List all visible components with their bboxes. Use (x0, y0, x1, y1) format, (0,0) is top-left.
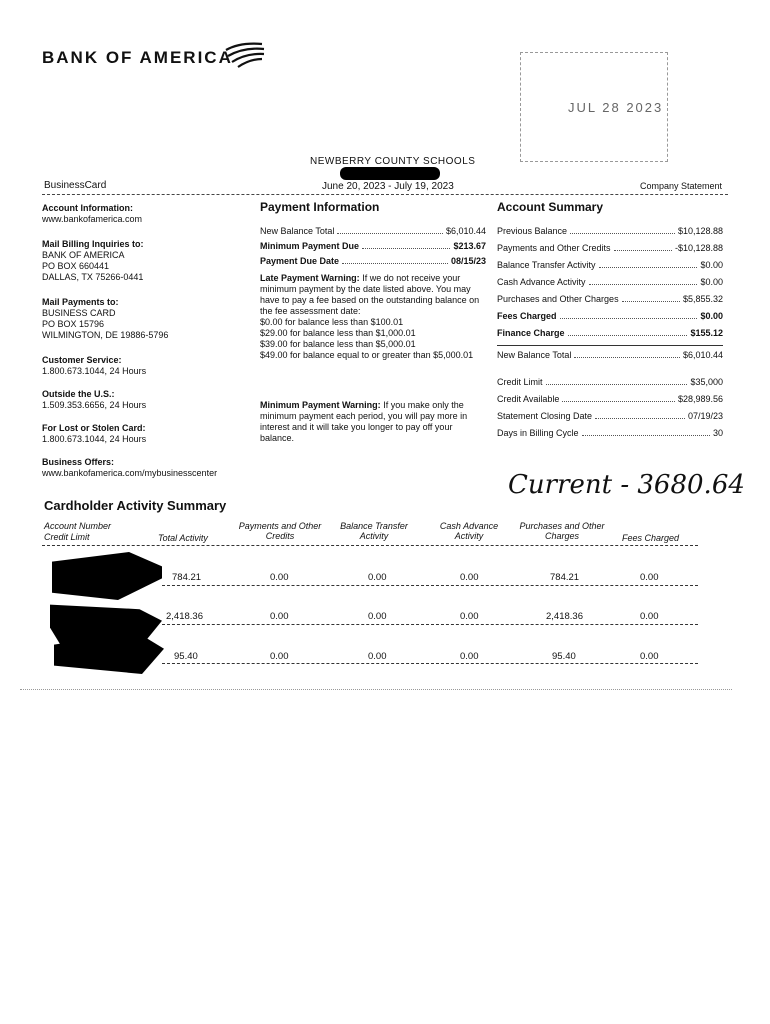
cell-payments: 0.00 (270, 572, 289, 583)
payment-row (260, 226, 486, 237)
header-rule (42, 194, 728, 195)
cell-cash: 0.00 (460, 611, 479, 622)
cell-cash: 0.00 (460, 651, 479, 662)
late-payment-text: If we do not receive your minimum payment by the date listed above. You may have to pay a fee based on the outstanding balance on the fee assessment date: (260, 273, 480, 316)
mail-billing-label: Mail Billing Inquiries to: (42, 239, 144, 249)
bank-flag-icon (222, 40, 266, 68)
payment-row-label: Payment Due Date (260, 256, 340, 266)
summary-row-label: Payments and Other Credits (497, 243, 611, 253)
payment-row (260, 241, 486, 252)
payment-row-value: 08/15/23 (450, 256, 486, 266)
card-type: BusinessCard (44, 180, 107, 191)
late-fee-line: $29.00 for balance less than $1,000.01 (260, 328, 416, 338)
payment-row-value: $213.67 (453, 241, 486, 251)
minimum-payment-label: Minimum Payment Warning: (260, 400, 381, 410)
summary-row-value: $28,989.56 (677, 394, 723, 404)
account-info-url: www.bankofamerica.com (42, 214, 143, 224)
outside-us-label: Outside the U.S.: (42, 389, 115, 399)
row-rule (162, 585, 698, 586)
summary-row (497, 294, 723, 305)
late-fee-line: $49.00 for balance equal to or greater than $5,000.01 (260, 350, 474, 360)
summary-row-label: New Balance Total (497, 350, 572, 360)
lost-stolen-label: For Lost or Stolen Card: (42, 423, 146, 433)
mail-billing-line: PO BOX 660441 (42, 261, 110, 271)
col-header-payments: Payments and Other Credits (238, 521, 322, 541)
summary-row-value: $35,000 (690, 377, 723, 387)
payment-row-value: $6,010.44 (445, 226, 486, 236)
company-name: NEWBERRY COUNTY SCHOOLS (310, 156, 476, 167)
summary-row (497, 394, 723, 405)
cell-payments: 0.00 (270, 651, 289, 662)
cell-purchases: 784.21 (550, 572, 580, 583)
summary-row-value: $5,855.32 (682, 294, 723, 304)
payment-info-title: Payment Information (260, 200, 380, 214)
mail-payments-line: PO BOX 15796 (42, 319, 105, 329)
business-offers-url: www.bankofamerica.com/mybusinesscenter (42, 468, 218, 478)
cell-fees: 0.00 (640, 651, 659, 662)
cell-payments: 0.00 (270, 611, 289, 622)
summary-row-label: Purchases and Other Charges (497, 294, 619, 304)
bank-logo-text: BANK OF AMERICA (42, 48, 233, 67)
summary-row-label: Previous Balance (497, 226, 568, 236)
cell-transfer: 0.00 (368, 572, 387, 583)
cell-fees: 0.00 (640, 611, 659, 622)
summary-row-label: Statement Closing Date (497, 411, 593, 421)
summary-row-label: Credit Available (497, 394, 560, 404)
summary-row (497, 411, 723, 422)
late-fee-line: $39.00 for balance less than $5,000.01 (260, 339, 416, 349)
summary-row-value: -$10,128.88 (674, 243, 723, 253)
summary-row-value: $155.12 (690, 328, 723, 338)
cell-cash: 0.00 (460, 572, 479, 583)
col-header-fees: Fees Charged (622, 533, 680, 543)
mail-billing-line: DALLAS, TX 75266-0441 (42, 272, 144, 282)
payment-row (260, 256, 486, 267)
activity-header-rule (42, 545, 698, 546)
cell-transfer: 0.00 (368, 651, 387, 662)
summary-row-value: $10,128.88 (677, 226, 723, 236)
mail-payments-line: BUSINESS CARD (42, 308, 116, 318)
col-header-account: Account Number (44, 521, 112, 531)
cell-total: 784.21 (172, 572, 202, 583)
summary-row-label: Fees Charged (497, 311, 557, 321)
summary-row-label: Days in Billing Cycle (497, 428, 579, 438)
summary-row-value: $6,010.44 (682, 350, 723, 360)
cell-total: 2,418.36 (166, 611, 203, 622)
cell-fees: 0.00 (640, 572, 659, 583)
redaction-bar (52, 552, 162, 600)
col-header-purchases: Purchases and Other Charges (519, 521, 605, 541)
col-header-cash: Cash Advance Activity (439, 521, 499, 541)
account-summary-title: Account Summary (497, 200, 604, 214)
mail-payments-line: WILMINGTON, DE 19886-5796 (42, 330, 169, 340)
summary-row-label: Balance Transfer Activity (497, 260, 596, 270)
outside-us-phone: 1.509.353.6656, 24 Hours (42, 400, 147, 410)
summary-row-value: 07/19/23 (687, 411, 723, 421)
col-header-limit: Credit Limit (44, 532, 90, 542)
activity-title: Cardholder Activity Summary (44, 498, 227, 513)
summary-row (497, 345, 723, 361)
customer-service-label: Customer Service: (42, 355, 122, 365)
handwritten-note: Current - 3680.64 (508, 470, 745, 500)
summary-row (497, 260, 723, 271)
cell-total: 95.40 (174, 651, 198, 662)
late-fee-line: $0.00 for balance less than $100.01 (260, 317, 404, 327)
statement-period: June 20, 2023 - July 19, 2023 (322, 181, 454, 192)
late-payment-label: Late Payment Warning: (260, 273, 360, 283)
summary-row-value: $0.00 (700, 277, 723, 287)
summary-row (497, 243, 723, 254)
summary-row (497, 311, 723, 322)
account-info-block (42, 203, 242, 479)
late-payment-warning (260, 273, 486, 317)
cell-purchases: 2,418.36 (546, 611, 583, 622)
cell-purchases: 95.40 (552, 651, 576, 662)
col-header-transfer: Balance Transfer Activity (340, 521, 408, 541)
summary-row-label: Credit Limit (497, 377, 543, 387)
credit-summary-rows (497, 377, 723, 439)
page-bottom-rule (20, 689, 732, 690)
payment-row-label: Minimum Payment Due (260, 241, 360, 251)
payment-rows (260, 226, 486, 361)
account-info-label: Account Information: (42, 203, 133, 213)
summary-row (497, 377, 723, 388)
summary-row-value: 30 (712, 428, 723, 438)
summary-row-value: $0.00 (700, 260, 723, 270)
mail-payments-label: Mail Payments to: (42, 297, 119, 307)
stamp-date: JUL 28 2023 (568, 100, 664, 115)
summary-row-value: $0.00 (700, 311, 723, 321)
summary-row (497, 428, 723, 439)
account-summary-rows (497, 226, 723, 361)
summary-row-label: Cash Advance Activity (497, 277, 586, 287)
summary-row (497, 226, 723, 237)
business-offers-label: Business Offers: (42, 457, 115, 467)
cell-transfer: 0.00 (368, 611, 387, 622)
summary-row (497, 277, 723, 288)
payment-row-label: New Balance Total (260, 226, 335, 236)
col-header-total: Total Activity (158, 533, 208, 543)
summary-row (497, 328, 723, 339)
customer-service-phone: 1.800.673.1044, 24 Hours (42, 366, 147, 376)
row-rule (162, 663, 698, 664)
minimum-payment-warning (260, 400, 482, 444)
statement-type: Company Statement (640, 181, 723, 191)
summary-row-label: Finance Charge (497, 328, 565, 338)
mail-billing-line: BANK OF AMERICA (42, 250, 125, 260)
row-rule (162, 624, 698, 625)
minimum-payment-text: If you make only the minimum payment each period, you will pay more in interest and it will take you longer to pay off your balance. (260, 400, 468, 443)
lost-stolen-phone: 1.800.673.1044, 24 Hours (42, 434, 147, 444)
redaction-bar (340, 167, 440, 180)
